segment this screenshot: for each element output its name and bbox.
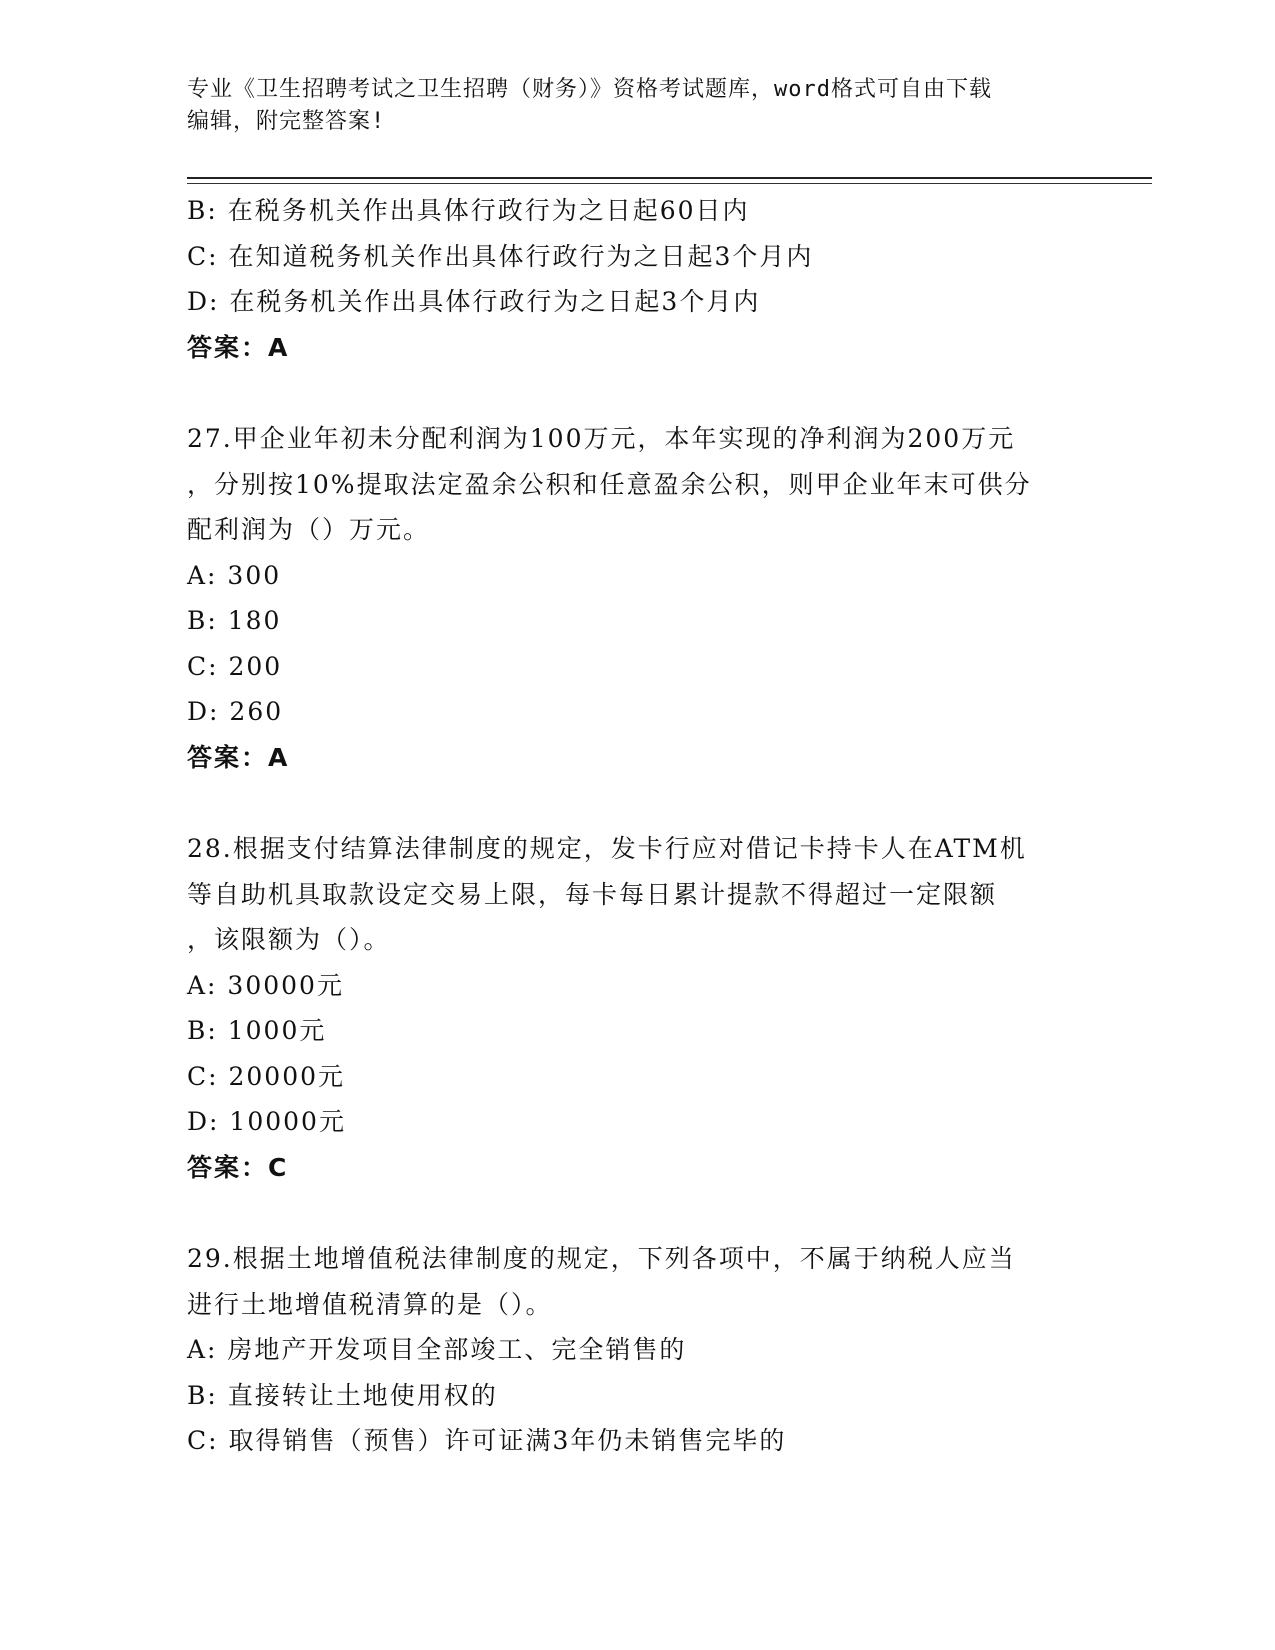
option-c: C: 取得销售（预售）许可证满3年仍未销售完毕的 xyxy=(187,1426,787,1455)
option-a: A: 300 xyxy=(187,560,282,590)
spacer xyxy=(187,780,1087,826)
header-rule-thin xyxy=(187,183,1152,184)
header-rule-thick xyxy=(187,177,1152,179)
option-c: C: 在知道税务机关作出具体行政行为之日起3个月内 xyxy=(187,241,814,271)
question-stem-line: 27.甲企业年初未分配利润为100万元，本年实现的净利润为200万元 xyxy=(187,424,1016,453)
question-stem-line: ，该限额为（）。 xyxy=(187,925,391,954)
question-stem-line: 配利润为（）万元。 xyxy=(187,515,431,544)
header-line-2: 编辑，附完整答案! xyxy=(187,109,386,134)
spacer xyxy=(187,1190,1087,1236)
question-stem-line: 29.根据土地增值税法律制度的规定，下列各项中，不属于纳税人应当 xyxy=(187,1244,1016,1273)
question-stem-line: ，分别按10%提取法定盈余公积和任意盈余公积，则甲企业年末可供分 xyxy=(187,469,1032,499)
question-29 xyxy=(187,1236,1087,1464)
option-b: B: 直接转让土地使用权的 xyxy=(187,1380,498,1410)
question-stem-line: 等自助机具取款设定交易上限，每卡每日累计提款不得超过一定限额 xyxy=(187,879,998,909)
option-d: D: 在税务机关作出具体行政行为之日起3个月内 xyxy=(187,287,761,316)
spacer xyxy=(187,370,1087,416)
question-content xyxy=(187,188,1087,1464)
question-27 xyxy=(187,416,1087,780)
page-header xyxy=(187,74,1067,138)
option-a: A: 房地产开发项目全部竣工、完全销售的 xyxy=(187,1335,687,1364)
question-stem-line: 28.根据支付结算法律制度的规定，发卡行应对借记卡持卡人在ATM机 xyxy=(187,834,1027,863)
option-c: C: 20000元 xyxy=(187,1061,346,1091)
answer: 答案：C xyxy=(187,1152,289,1182)
header-line-1: 专业《卫生招聘考试之卫生招聘（财务）》资格考试题库，word格式可自由下载 xyxy=(187,77,992,102)
question-stem-line: 进行土地增值税清算的是（）。 xyxy=(187,1289,553,1319)
option-a: A: 30000元 xyxy=(187,970,344,1000)
option-b: B: 在税务机关作出具体行政行为之日起60日内 xyxy=(187,196,750,225)
answer: 答案：A xyxy=(187,742,290,772)
option-b: B: 180 xyxy=(187,606,282,635)
option-c: C: 200 xyxy=(187,651,283,681)
option-b: B: 1000元 xyxy=(187,1016,327,1045)
option-d: D: 10000元 xyxy=(187,1107,346,1136)
question-26 xyxy=(187,188,1087,370)
question-28 xyxy=(187,826,1087,1190)
answer: 答案：A xyxy=(187,332,290,362)
option-d: D: 260 xyxy=(187,697,284,726)
